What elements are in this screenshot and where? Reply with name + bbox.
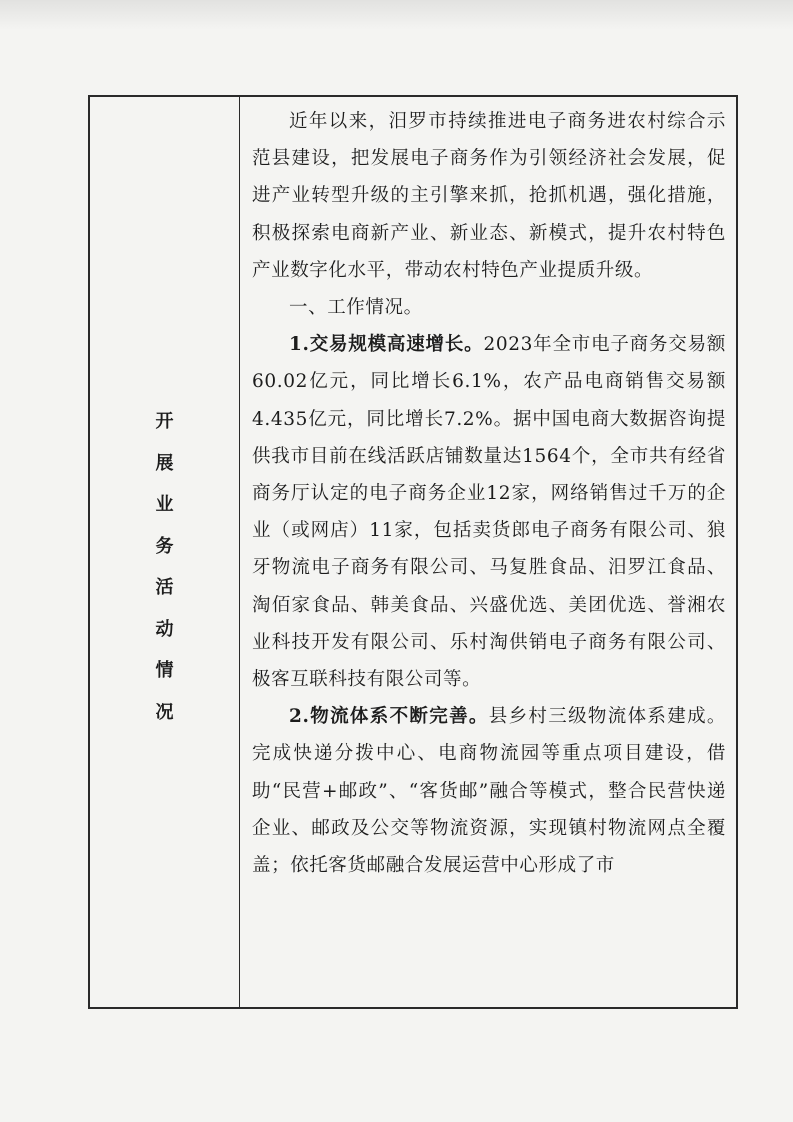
item-1-title: 1.交易规模高速增长。	[289, 334, 484, 356]
intro-paragraph: 近年以来，汨罗市持续推进电子商务进农村综合示范县建设，把发展电子商务作为引领经济社会发展，促进产业转型升级的主引擎来抓，抢抓机遇，强化措施，积极探索电商新产业、新业态、新模式，提升农村特色产业数字化水平，带动农村特色产业提质升级。	[252, 111, 726, 281]
label-cell	[90, 97, 240, 1007]
label-char: 活	[155, 577, 174, 598]
item-2-paragraph	[252, 698, 726, 884]
label-char: 务	[155, 535, 174, 557]
item-1-paragraph	[252, 326, 726, 698]
label-char: 业	[155, 494, 174, 515]
content-cell	[240, 97, 736, 1007]
label-text	[90, 401, 239, 733]
item-2-title: 2.物流体系不断完善。	[289, 706, 489, 728]
label-char: 况	[155, 701, 174, 723]
label-char: 展	[155, 452, 174, 474]
item-2-body: 县乡村三级物流体系建成。完成快递分拨中心、电商物流园等重点项目建设，借助“民营+邮政”、“客货邮”融合等模式，整合民营快递企业、邮政及公交等物流资源，实现镇村物流网点全覆盖；依托客货邮融合发展运营中心形成了市	[252, 706, 727, 877]
label-char: 动	[155, 618, 174, 640]
item-1-body: 2023年全市电子商务交易额60.02亿元，同比增长6.1%，农产品电商销售交易额4.435亿元，同比增长7.2%。据中国电商大数据咨询提供我市目前在线活跃店铺数量达1564个，全市共有经省商务厅认定的电子商务企业12家，网络销售过千万的企业（或网店）11家，包括卖货郎电子商务有限公司、狼牙物流电子商务有限公司、马复胜食品、汨罗江食品、淘佰家食品、韩美食品、兴盛优选、美团优选、誉湘农业科技开发有限公司、乐村淘供销电子商务有限公司、极客互联科技有限公司等。	[252, 334, 726, 691]
section-heading: 一、工作情况。	[289, 297, 423, 319]
label-char: 情	[155, 660, 174, 681]
label-char: 开	[155, 411, 174, 432]
scan-shadow	[0, 0, 793, 30]
form-table	[88, 95, 738, 1009]
